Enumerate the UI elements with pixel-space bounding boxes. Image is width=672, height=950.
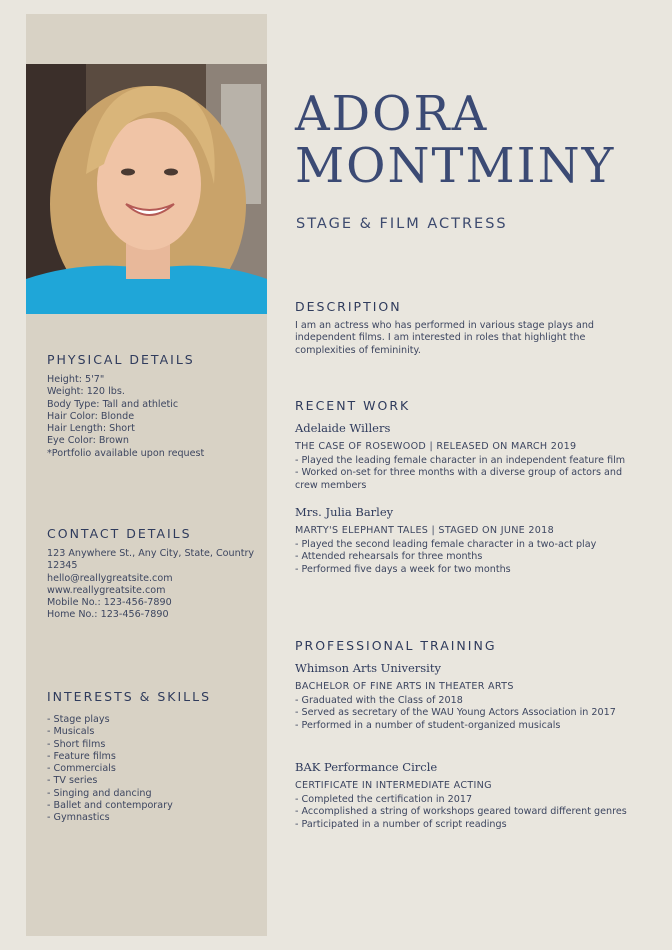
- skill-item: - Gymnastics: [47, 812, 110, 824]
- work-entry-title: Adelaide Willers: [295, 421, 391, 435]
- physical-line: Eye Color: Brown: [47, 435, 129, 447]
- description-text: I am an actress who has performed in various stage plays and independent films. I am interested in roles that highlight the complexities of femininity.: [295, 320, 595, 356]
- name-first: ADORA: [295, 86, 489, 142]
- training-entry-bullet: - Performed in a number of student-organized musicals: [295, 719, 561, 731]
- skill-item: - Musicals: [47, 726, 95, 738]
- training-entry-bullet: - Participated in a number of script readings: [295, 818, 507, 830]
- interests-skills-section: [47, 689, 257, 825]
- work-entry-title: Mrs. Julia Barley: [295, 505, 394, 519]
- contact-website[interactable]: www.reallygreatsite.com: [47, 584, 166, 596]
- training-entry: [295, 760, 645, 831]
- recent-work-heading: RECENT WORK: [295, 398, 411, 413]
- skill-item: - TV series: [47, 775, 98, 787]
- physical-details-section: [47, 352, 257, 460]
- work-entry-bullet: - Played the second leading female character in a two-act play: [295, 539, 597, 550]
- contact-home-phone: Home No.: 123-456-7890: [47, 609, 169, 621]
- work-entry-bullet: - Played the leading female character in an independent feature film: [295, 455, 626, 466]
- work-entry-subtitle: THE CASE OF ROSEWOOD | RELEASED ON MARCH 2019: [295, 441, 577, 452]
- training-entry-bullet: - Graduated with the Class of 2018: [295, 695, 463, 706]
- profile-photo: [26, 64, 267, 314]
- physical-line: Weight: 120 lbs.: [47, 386, 125, 398]
- training-entry-subtitle: CERTIFICATE IN INTERMEDIATE ACTING: [295, 780, 492, 791]
- training-entry-subtitle: BACHELOR OF FINE ARTS IN THEATER ARTS: [295, 681, 514, 692]
- contact-details-section: [47, 526, 257, 622]
- work-entry: [295, 505, 645, 576]
- contact-details-heading: CONTACT DETAILS: [47, 526, 192, 541]
- physical-line: Height: 5'7": [47, 374, 105, 385]
- physical-line: *Portfolio available upon request: [47, 447, 205, 459]
- physical-line: Hair Color: Blonde: [47, 410, 135, 422]
- contact-address-line: 123 Anywhere St., Any City, State, Country: [47, 548, 255, 559]
- job-title: STAGE & FILM ACTRESS: [296, 216, 508, 232]
- skill-item: - Stage plays: [47, 714, 110, 725]
- training-entry-bullet: - Completed the certification in 2017: [295, 794, 473, 805]
- work-entry: [295, 421, 645, 492]
- work-entry-subtitle: MARTY'S ELEPHANT TALES | STAGED ON JUNE 2018: [295, 525, 554, 536]
- skill-item: - Feature films: [47, 750, 116, 762]
- contact-mobile: Mobile No.: 123-456-7890: [47, 597, 172, 609]
- training-entry-bullet: - Served as secretary of the WAU Young Actors Association in 2017: [295, 707, 616, 719]
- training-entry: [295, 661, 645, 732]
- physical-details-heading: PHYSICAL DETAILS: [47, 352, 195, 367]
- work-entry-bullet: - Worked on-set for three months with a diverse group of actors and crew members: [295, 467, 623, 491]
- skill-item: - Short films: [47, 738, 106, 750]
- work-entry-bullet: - Performed five days a week for two months: [295, 563, 511, 575]
- description-heading: DESCRIPTION: [295, 299, 402, 314]
- physical-line: Body Type: Tall and athletic: [47, 398, 179, 410]
- interests-skills-heading: INTERESTS & SKILLS: [47, 689, 212, 704]
- person-name: [295, 88, 615, 192]
- skill-item: - Singing and dancing: [47, 787, 152, 799]
- training-entry-title: BAK Performance Circle: [295, 760, 438, 774]
- training-entry-title: Whimson Arts University: [295, 661, 441, 675]
- skill-item: - Ballet and contemporary: [47, 800, 173, 812]
- professional-training-heading: PROFESSIONAL TRAINING: [295, 638, 497, 653]
- contact-email[interactable]: hello@reallygreatsite.com: [47, 572, 173, 584]
- name-last: MONTMINY: [295, 138, 616, 194]
- work-entry-bullet: - Attended rehearsals for three months: [295, 551, 483, 563]
- skill-item: - Commercials: [47, 763, 116, 775]
- contact-address-line: 12345: [47, 560, 78, 572]
- training-entry-bullet: - Accomplished a string of workshops geared toward different genres: [295, 806, 627, 818]
- physical-line: Hair Length: Short: [47, 423, 135, 435]
